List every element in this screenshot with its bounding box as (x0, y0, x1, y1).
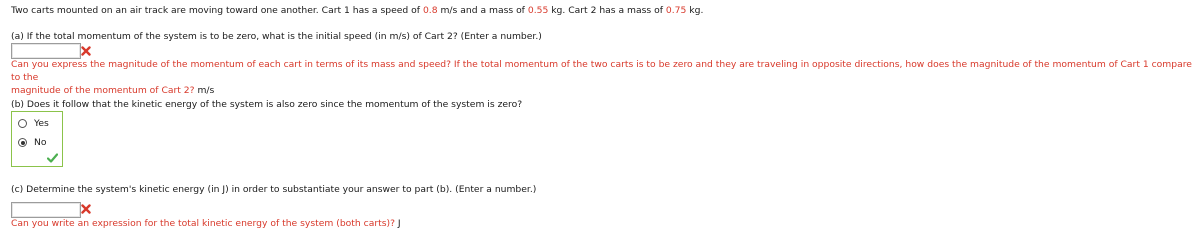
cart2-mass-value: 0.75 (665, 5, 687, 16)
part-c-question: (c) Determine the system's kinetic energy (in J) in order to substantiate your answer to part (b). (Enter a number.) (11, 184, 537, 195)
part-a-hint (11, 58, 1196, 97)
intro-text: kg. (686, 5, 704, 16)
cart1-speed-value: 0.8 (422, 5, 438, 16)
part-a-question: (a) If the total momentum of the system is to be zero, what is the initial speed (in m/s) of Cart 2? (Enter a number.) (11, 31, 542, 42)
part-c-unit: J (394, 218, 401, 229)
radio-option-yes[interactable] (18, 118, 49, 129)
intro-text: Two carts mounted on an air track are moving toward one another. Cart 1 has a speed of (11, 5, 423, 16)
part-c-hint-text: Can you write an expression for the total kinetic energy of the system (both carts)? (11, 218, 395, 229)
radio-label-no: No (34, 137, 47, 148)
radio-label-yes: Yes (34, 118, 49, 129)
part-a-hint-line1: Can you express the magnitude of the momentum of each cart in terms of its mass and speed? If the total momentum of the two carts is to be zero and they are traveling in opposite directions, how does the magnitude of the momentum of Cart 1 compare to the (11, 59, 1192, 83)
part-c-hint (11, 218, 401, 229)
part-a-hint-line2: magnitude of the momentum of Cart 2? (11, 85, 195, 96)
radio-button-no[interactable] (18, 138, 27, 147)
intro-text: kg. Cart 2 has a mass of (548, 5, 666, 16)
intro-text: m/s and a mass of (437, 5, 528, 16)
radio-button-yes[interactable] (18, 119, 27, 128)
correct-check-icon (47, 153, 58, 163)
part-c-answer-input[interactable] (11, 202, 81, 218)
radio-option-no[interactable] (18, 137, 47, 148)
part-a-unit: m/s (194, 85, 215, 96)
incorrect-x-icon (81, 204, 91, 214)
cart1-mass-value: 0.55 (527, 5, 549, 16)
incorrect-x-icon (81, 46, 91, 56)
part-b-question: (b) Does it follow that the kinetic energy of the system is also zero since the momentum of the system is zero? (11, 99, 523, 110)
problem-intro (11, 5, 703, 16)
part-b-answer-box (11, 111, 63, 167)
part-a-answer-input[interactable] (11, 43, 81, 59)
